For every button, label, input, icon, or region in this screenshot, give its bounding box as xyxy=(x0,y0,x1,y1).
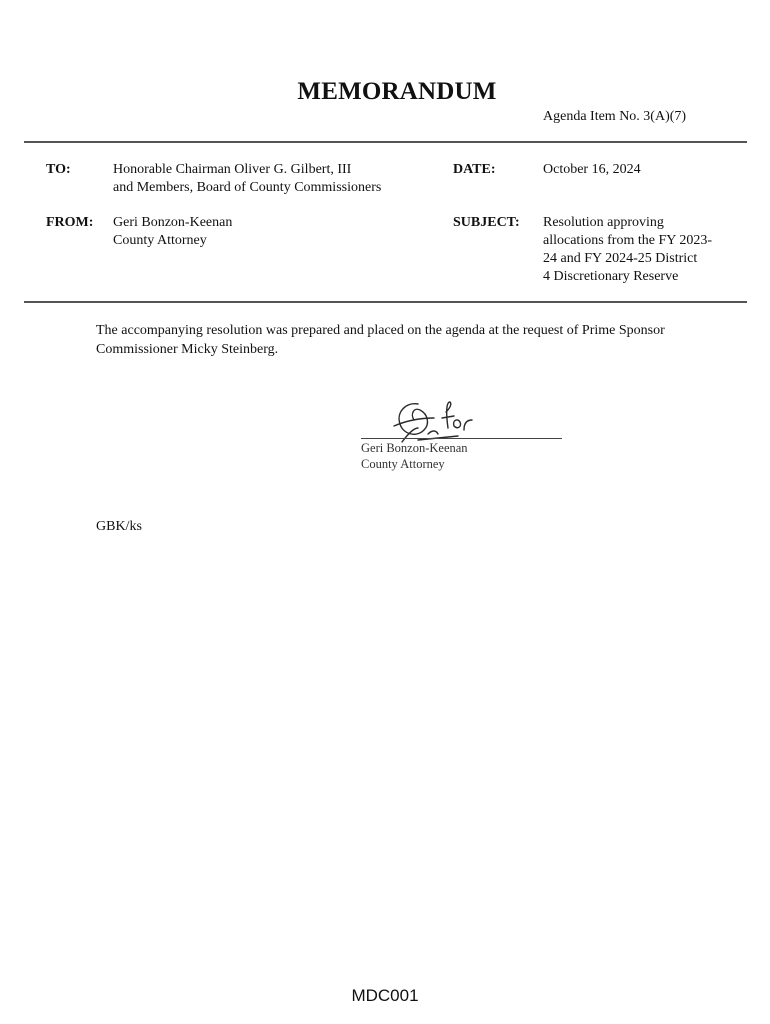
body-line-2: Commissioner Micky Steinberg. xyxy=(96,342,279,357)
header-top-rule xyxy=(24,141,747,143)
body-line-1: The accompanying resolution was prepared and placed on the agenda at the request of Prime Sponsor xyxy=(96,323,665,338)
from-line-1: Geri Bonzon-Keenan xyxy=(113,215,233,230)
signature-block xyxy=(361,440,468,472)
signature-line xyxy=(361,438,562,439)
from-label: FROM: xyxy=(46,215,94,230)
memo-body xyxy=(96,321,665,359)
typist-initials: GBK/ks xyxy=(96,519,142,534)
subject-line-4: 4 Discretionary Reserve xyxy=(543,269,679,284)
header-bottom-rule xyxy=(24,301,747,303)
from-value xyxy=(113,214,232,250)
subject-value xyxy=(543,214,712,286)
subject-line-2: allocations from the FY 2023- xyxy=(543,233,713,248)
subject-line-1: Resolution approving xyxy=(543,215,664,230)
to-value xyxy=(113,161,381,197)
agenda-item-number: Agenda Item No. 3(A)(7) xyxy=(543,109,687,124)
date-value: October 16, 2024 xyxy=(543,162,641,177)
signer-name: Geri Bonzon-Keenan xyxy=(361,441,468,455)
memo-title: MEMORANDUM xyxy=(297,78,497,105)
date-label: DATE: xyxy=(453,162,496,177)
footer-document-code: MDC001 xyxy=(351,986,419,1005)
to-label: TO: xyxy=(46,162,71,177)
subject-line-3: 24 and FY 2024-25 District xyxy=(543,251,698,266)
from-line-2: County Attorney xyxy=(113,233,207,248)
subject-label: SUBJECT: xyxy=(453,215,520,230)
to-line-1: Honorable Chairman Oliver G. Gilbert, III xyxy=(113,162,352,177)
to-line-2: and Members, Board of County Commissioners xyxy=(113,180,382,195)
signer-title: County Attorney xyxy=(361,457,445,471)
